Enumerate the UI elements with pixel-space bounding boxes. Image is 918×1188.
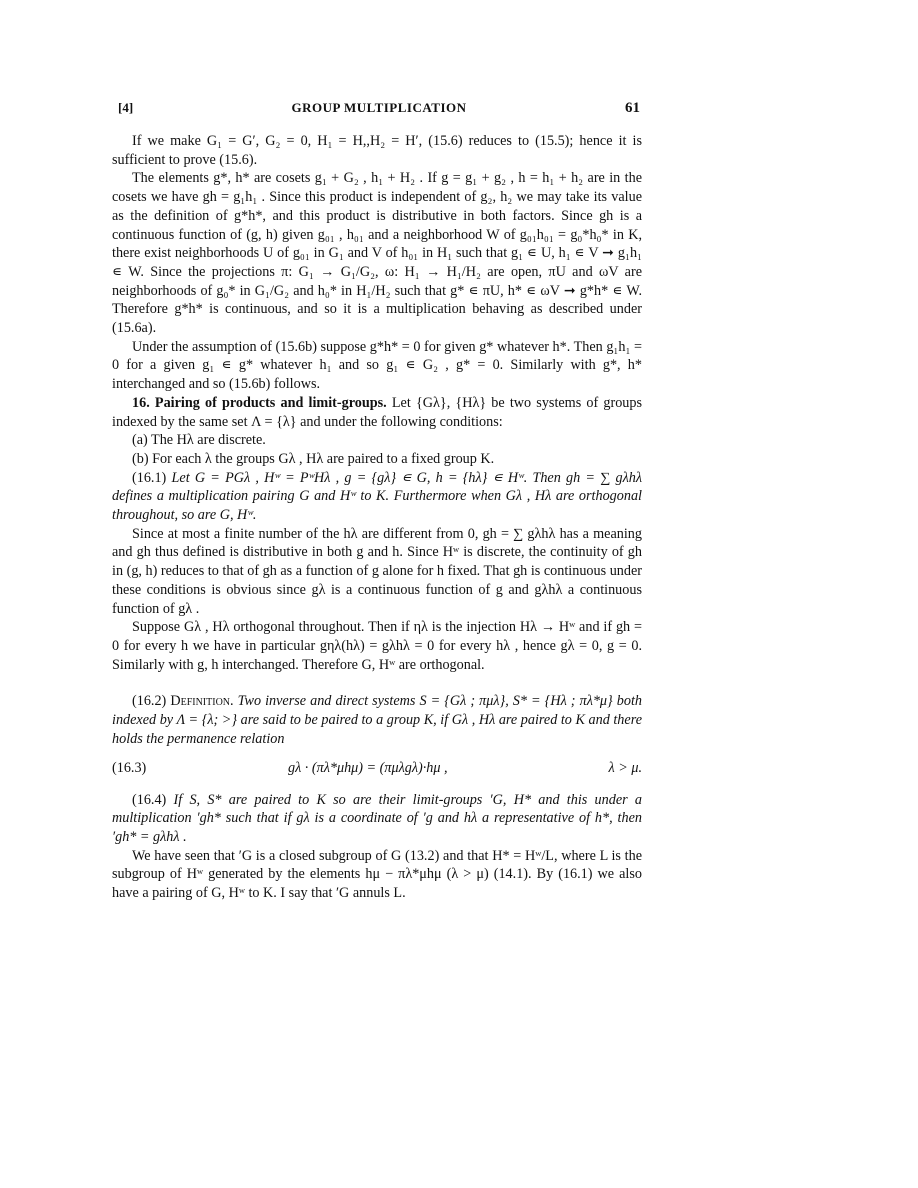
- condition-a: (a) The Hλ are discrete.: [132, 432, 266, 449]
- paragraph: Since at most a finite number of the hλ are different from 0, gh = ∑ gλhλ has a meaning and gh thus defined is distributive in both g and h. Since Hʷ is discrete, the continuity of gh in (g, h) reduces to that of gh as a function of g alone for h fixed. That gh is continuous under these conditions is obvious since gλ is a continuous function of g and gλhλ a continuous function of gλ .: [112, 525, 642, 617]
- definition-label: (16.2): [132, 693, 167, 710]
- paragraph: Under the assumption of (15.6b) suppose g*h* = 0 for given g* whatever h*. Then g₁h₁ = 0 for a given g₁ ∊ g* whatever h₁ and so g₁ ∊ G₂ , g* = 0. Similarly with g*, h* interchanged and so (15.6b) follows.: [112, 338, 642, 393]
- page-number: 61: [625, 100, 640, 116]
- equation-16-3: [112, 759, 642, 781]
- theorem-text: If S, S* are paired to K so are their limit-groups ′G, H* and this under a multiplication ′gh* such that if gλ is a coordinate of ′g and hλ a representative of h*, then ′gh* = gλhλ .: [112, 791, 642, 845]
- definition-16-2: [112, 692, 642, 748]
- theorem-16-4: [112, 791, 642, 847]
- section-text: Let {Gλ}, {Hλ} be two systems of groups indexed by the same set Λ = {λ} and under the following conditions:: [112, 394, 643, 430]
- equation-body: gλ · (πλ*μhμ) = (πμλgλ)·hμ ,: [288, 759, 448, 776]
- running-title: GROUP MULTIPLICATION: [291, 100, 467, 115]
- theorem-text: Let G = PGλ , Hʷ = PʷHλ , g = {gλ} ∊ G, h = {hλ} ∊ Hʷ. Then gh = ∑ gλhλ defines a multiplication pairing G and Hʷ to K. Furthermore when Gλ , Hλ are orthogonal throughout, so are G, Hʷ.: [112, 469, 643, 524]
- section-number: [4]: [118, 100, 134, 115]
- page-body: [112, 132, 642, 903]
- section-heading: 16. Pairing of products and limit-groups.: [132, 394, 387, 411]
- paragraph: We have seen that ′G is a closed subgroup of G (13.2) and that H* = Hʷ/L, where L is the subgroup of Hʷ generated by the elements hμ − πλ*μhμ (λ > μ) (14.1). By (16.1) we also have a pairing of G, Hʷ to K. I say that ′G annuls L.: [112, 847, 642, 902]
- definition-word: Definition.: [170, 693, 234, 710]
- paragraph: If we make G₁ = G′, G₂ = 0, H₁ = H,,H₂ = H′, (15.6) reduces to (15.5); hence it is sufficient to prove (15.6).: [112, 133, 642, 168]
- running-header: [118, 100, 640, 120]
- condition-b: (b) For each λ the groups Gλ , Hλ are paired to a fixed group K.: [132, 450, 495, 467]
- section-16-paragraph: [112, 394, 642, 431]
- theorem-label: (16.4): [132, 791, 167, 808]
- paragraph: Suppose Gλ , Hλ orthogonal throughout. Then if ηλ is the injection Hλ → Hʷ and if gh = 0 for every h we have in particular gηλ(hλ) = gλhλ = 0 for every hλ , hence gλ = 0, g = 0. Similarly with g, h interchanged. Therefore G, Hʷ are orthogonal.: [112, 619, 642, 673]
- equation-condition: λ > μ.: [608, 759, 642, 776]
- theorem-16-1: [112, 469, 642, 525]
- definition-text: Two inverse and direct systems S = {Gλ ; πμλ}, S* = {Hλ ; πλ*μ} both indexed by Λ = {λ; >} are said to be paired to a group K, if Gλ , Hλ are paired to K and there holds the permanence relation: [112, 693, 643, 747]
- equation-label: (16.3): [112, 759, 147, 776]
- theorem-label: (16.1): [132, 469, 167, 486]
- paragraph: The elements g*, h* are cosets g₁ + G₂ , h₁ + H₂ . If g = g₁ + g₂ , h = h₁ + h₂ are in the cosets we have gh = g₁h₁ . Since this product is independent of g₂, h₂ we may take its value as the definition of g*h*, and this product is distributive in both factors. Since gh is a continuous function of (g, h) given g₀₁ , h₀₁ and a neighborhood W of g₀₁h₀₁ = g₀*h₀* in K, there exist neighborhoods U of g₀₁ in G₁ and V of h₀₁ in H₁ such that g₁ ∊ U, h₁ ∊ V ➞ g₁h₁ ∊ W. Since the projections π: G₁ → G₁/G₂, ω: H₁ → H₁/H₂ are open, πU and ωV are neighborhoods of g₀* in G₁/G₂ and h₀* in H₁/H₂ such that g* ∊ πU, h* ∊ ωV ➞ g*h* ∊ W. Therefore g*h* is continuous, and so it is a multiplication behaving as described under (15.6a).: [112, 170, 642, 337]
